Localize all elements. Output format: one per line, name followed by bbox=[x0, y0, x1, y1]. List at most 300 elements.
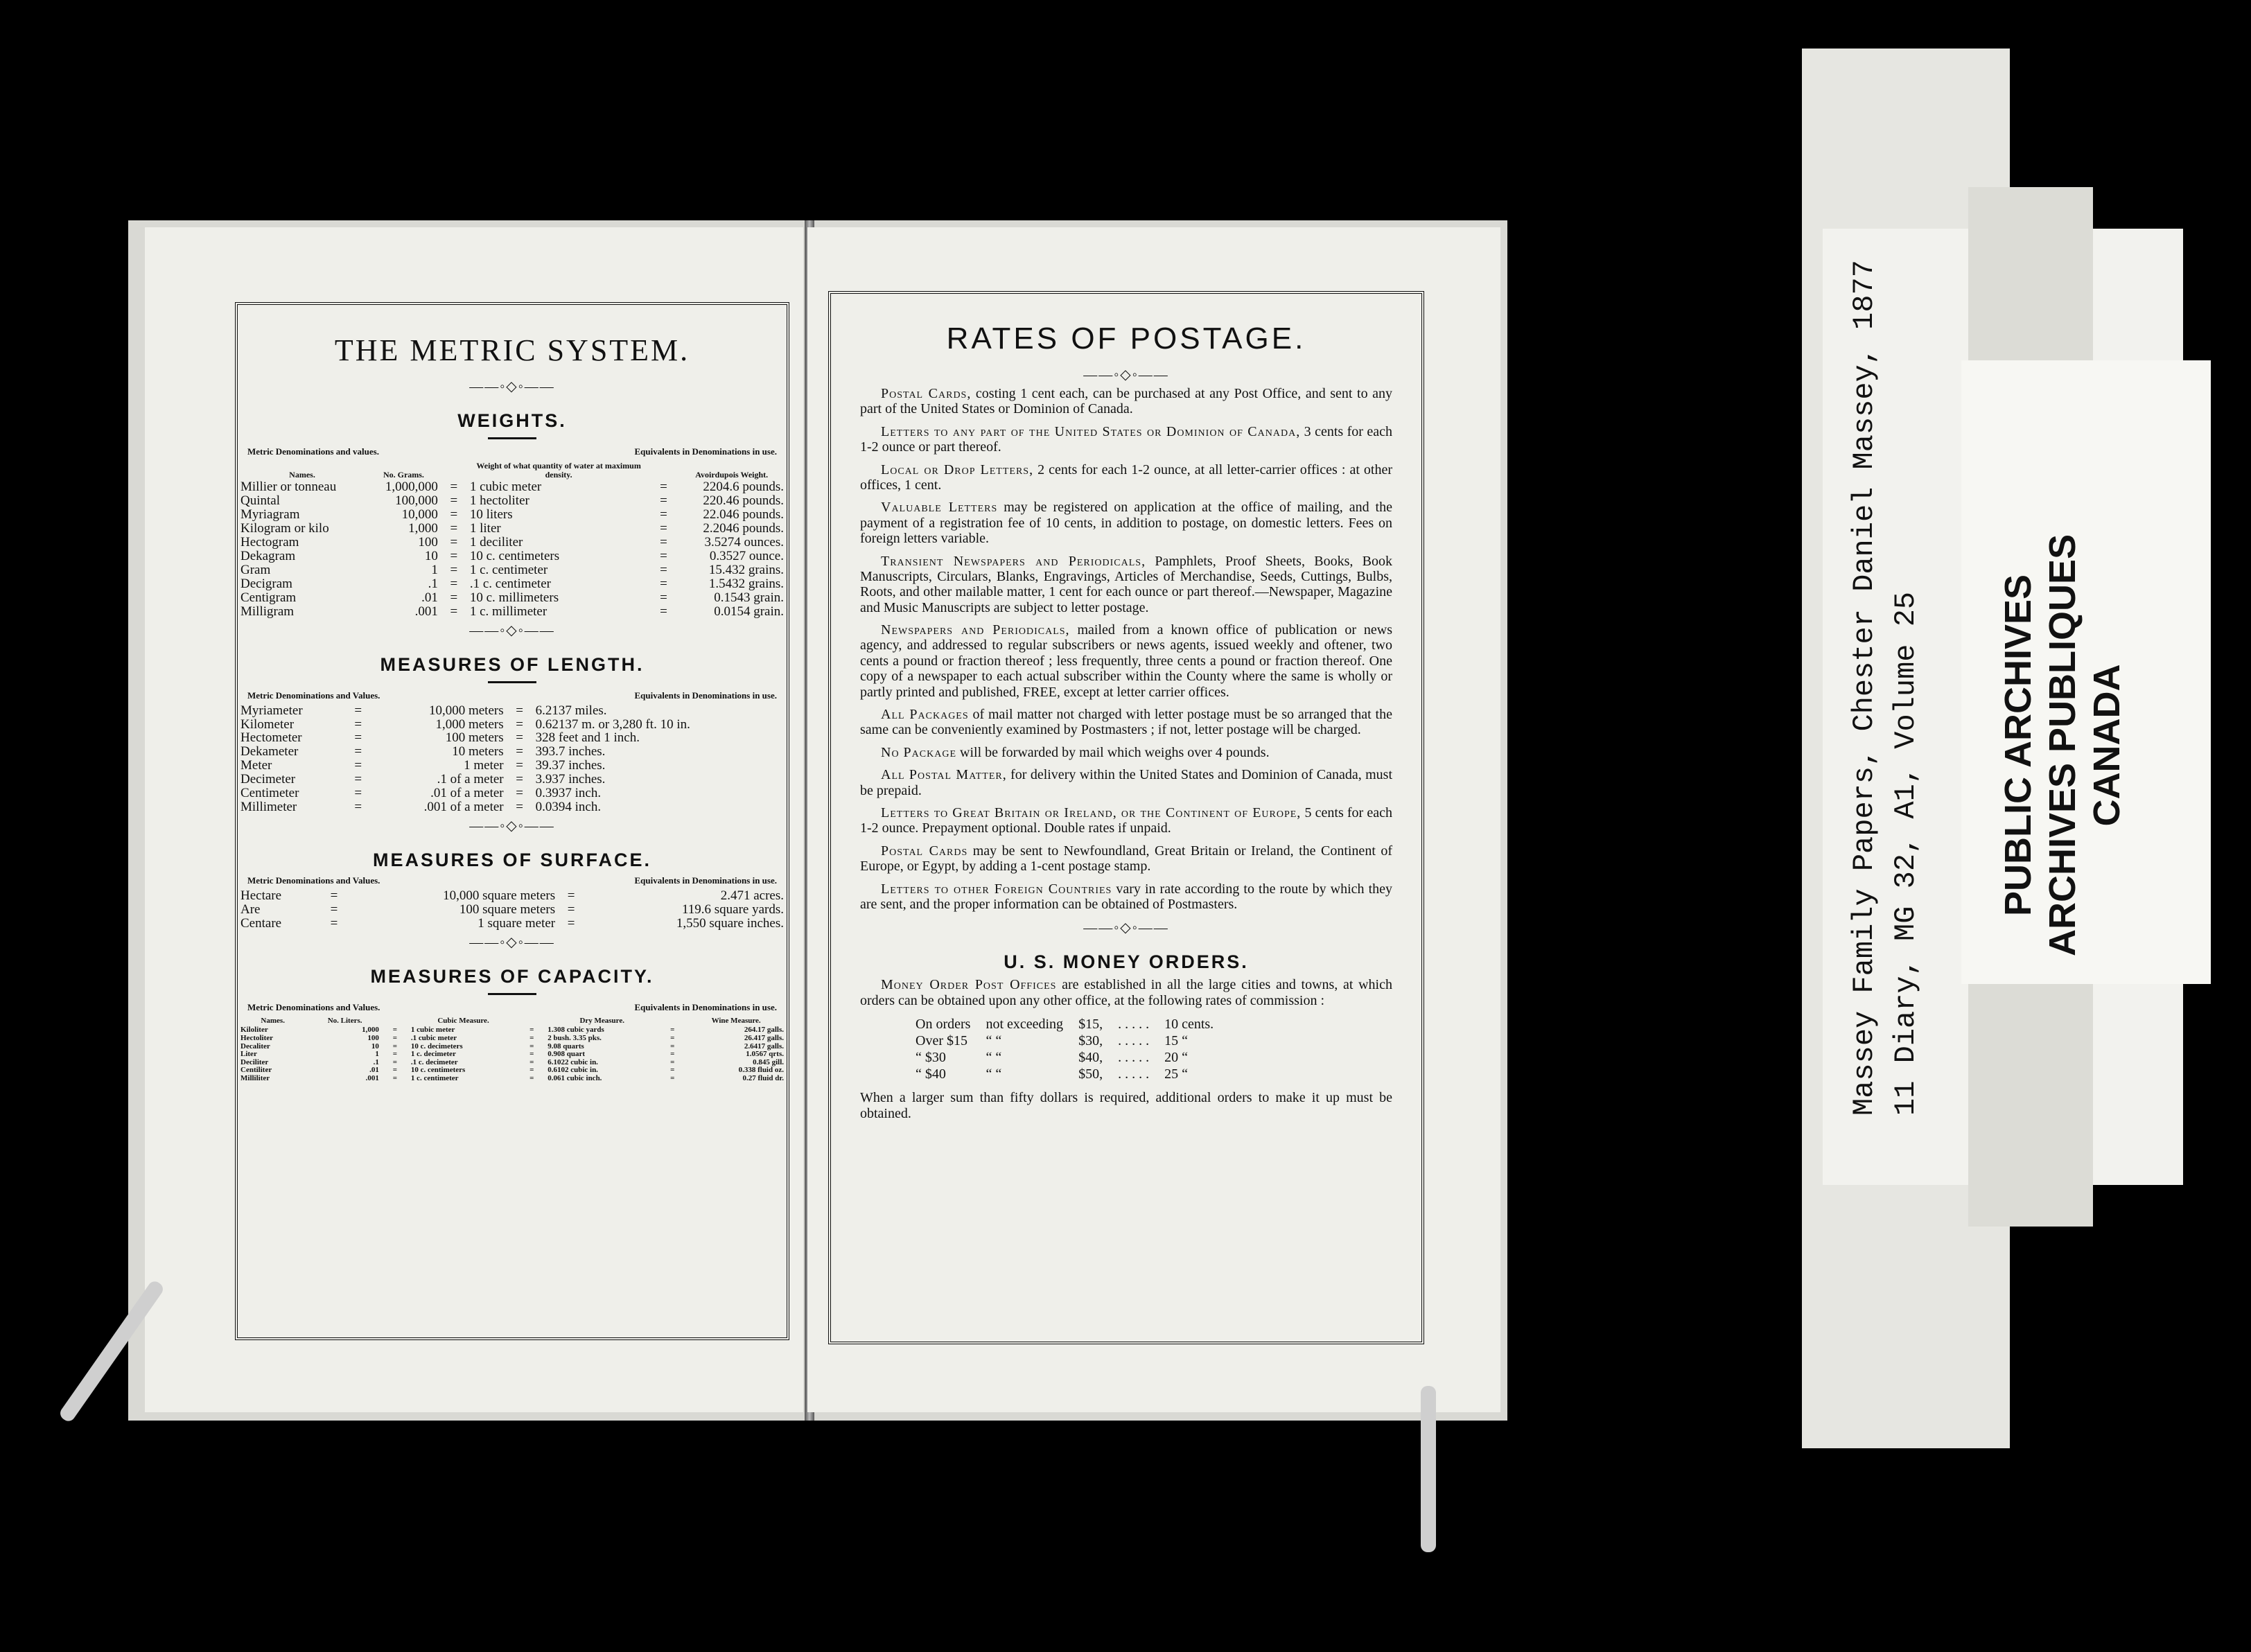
unit-name: Millimeter bbox=[240, 800, 297, 815]
divider bbox=[488, 437, 536, 439]
dry-measure: 0.061 cubic inch. bbox=[548, 1073, 602, 1082]
table-row bbox=[238, 1066, 787, 1075]
ornament: ——◦◇◦—— bbox=[469, 818, 555, 834]
unit-name: Are bbox=[240, 902, 261, 917]
equals-sign: = bbox=[330, 915, 338, 931]
stamp-line-3: CANADA bbox=[2086, 664, 2128, 827]
metric-value: .01 of a meter bbox=[430, 786, 504, 801]
rate-range-start: On orders bbox=[916, 1017, 971, 1032]
avoirdupois-value: 15.432 grains. bbox=[708, 562, 784, 577]
rate-row bbox=[909, 1017, 1220, 1032]
capacity-table bbox=[238, 1016, 787, 1082]
col-cubic: Cubic Measure. bbox=[437, 1016, 489, 1025]
equivalent-value: 3.937 inches. bbox=[535, 772, 606, 787]
equals-sign: = bbox=[354, 800, 362, 815]
postage-paragraph bbox=[860, 500, 1392, 546]
weights-heading: WEIGHTS. bbox=[457, 410, 567, 431]
equals-sign: = bbox=[450, 521, 458, 536]
rate-condition: “ “ bbox=[986, 1066, 1002, 1082]
equals-sign: = bbox=[450, 548, 458, 563]
rate-condition: “ “ bbox=[986, 1050, 1002, 1066]
unit-name: Hectare bbox=[240, 888, 282, 904]
postage-paragraph bbox=[860, 767, 1392, 798]
water-equivalent: 1 hectoliter bbox=[469, 493, 529, 509]
surface-table bbox=[238, 889, 787, 931]
water-equivalent: 1 deciliter bbox=[469, 534, 523, 550]
table-row bbox=[238, 718, 787, 732]
commission-rates-table bbox=[907, 1015, 1222, 1083]
table-row bbox=[238, 480, 787, 494]
equals-sign: = bbox=[670, 1033, 675, 1042]
weights-table bbox=[238, 460, 787, 619]
equals-sign: = bbox=[516, 800, 523, 815]
metric-value: 100 square meters bbox=[459, 902, 556, 917]
paragraph-text: may be registered on application at the office of mailing, and the payment of a registration fee of 10 cents, in addition to postage, on domestic letters. Fees on foreign letters variable. bbox=[860, 500, 1392, 547]
unit-name: Decaliter bbox=[240, 1042, 270, 1051]
ornament: ——◦◇◦—— bbox=[469, 622, 555, 638]
money-orders-body bbox=[831, 977, 1421, 1008]
equals-sign: = bbox=[354, 717, 362, 732]
wine-measure: 1.0567 qrts. bbox=[746, 1050, 784, 1059]
table-row bbox=[238, 889, 787, 903]
paragraph-text: costing 1 cent each, can be purchased at any Post Office, and sent to any part of the United States or Dominion of Canada. bbox=[860, 386, 1393, 417]
equals-sign: = bbox=[330, 888, 338, 904]
open-book bbox=[128, 220, 1507, 1421]
liters-value: 10 bbox=[371, 1042, 379, 1051]
stamp-line-1: PUBLIC ARCHIVES bbox=[1997, 574, 2039, 916]
unit-name: Quintal bbox=[240, 493, 280, 509]
stamp-line-2: ARCHIVES PUBLIQUES bbox=[2042, 534, 2083, 956]
rate-range-start: “ $40 bbox=[916, 1066, 946, 1082]
paragraph-lead: Newspapers and Periodicals, bbox=[881, 622, 1070, 638]
unit-name: Centigram bbox=[240, 590, 297, 605]
liters-value: 100 bbox=[367, 1033, 379, 1042]
equals-sign: = bbox=[450, 604, 458, 619]
table-row bbox=[238, 745, 787, 759]
paragraph-lead: Transient Newspapers and Periodicals, bbox=[881, 553, 1146, 569]
cubic-measure: 10 c. decimeters bbox=[410, 1042, 463, 1051]
archive-reference bbox=[1843, 260, 1927, 1116]
postage-paragraph bbox=[860, 462, 1392, 493]
metric-value: 10,000 square meters bbox=[443, 888, 556, 904]
surface-caption-left: Metric Denominations and Values. bbox=[247, 875, 380, 886]
length-caption-left: Metric Denominations and Values. bbox=[247, 689, 380, 701]
equals-sign: = bbox=[660, 604, 667, 619]
unit-name: Millier or tonneau bbox=[240, 480, 337, 495]
unit-name: Dekameter bbox=[240, 744, 299, 759]
liters-value: 1 bbox=[375, 1050, 379, 1059]
equivalent-value: 119.6 square yards. bbox=[681, 902, 784, 917]
length-heading: MEASURES OF LENGTH. bbox=[380, 653, 645, 675]
table-row bbox=[238, 522, 787, 536]
table-row bbox=[238, 1075, 787, 1083]
grams-value: 100 bbox=[418, 534, 438, 550]
paragraph-text: 2 cents for each 1-2 ounce, at all letter-carrier offices : at other offices, 1 cent. bbox=[860, 462, 1392, 493]
equals-sign: = bbox=[354, 772, 362, 787]
rate-condition: not exceeding bbox=[986, 1017, 1064, 1032]
wine-measure: 0.845 gill. bbox=[753, 1057, 784, 1066]
paragraph-lead: Letters to Great Britain or Ireland, or the Continent of Europe, bbox=[881, 805, 1302, 820]
table-row bbox=[238, 591, 787, 605]
metric-title: THE METRIC SYSTEM. bbox=[334, 333, 690, 367]
col-grams: No. Grams. bbox=[383, 469, 424, 480]
liters-value: .1 bbox=[373, 1057, 379, 1066]
col-names: Names. bbox=[289, 469, 315, 480]
table-row bbox=[238, 550, 787, 563]
equals-sign: = bbox=[670, 1073, 675, 1082]
col-wine: Wine Measure. bbox=[711, 1016, 761, 1025]
surface-heading: MEASURES OF SURFACE. bbox=[372, 850, 652, 871]
water-equivalent: 10 c. centimeters bbox=[469, 548, 560, 563]
rate-condition: “ “ bbox=[986, 1033, 1002, 1049]
unit-name: Kilometer bbox=[240, 717, 295, 732]
weights-caption-right: Equivalents in Denominations in use. bbox=[634, 446, 777, 457]
dry-measure: 9.08 quarts bbox=[548, 1042, 584, 1051]
equals-sign: = bbox=[670, 1050, 675, 1059]
table-row bbox=[238, 577, 787, 591]
money-orders-closing: When a larger sum than fifty dollars is required, additional orders to make it up must be obtained. bbox=[860, 1090, 1392, 1121]
dry-measure: 1.308 cubic yards bbox=[548, 1026, 604, 1035]
water-equivalent: 1 liter bbox=[469, 521, 501, 536]
paragraph-lead: All Packages bbox=[881, 707, 969, 723]
metric-value: 1,000 meters bbox=[435, 717, 504, 732]
equals-sign: = bbox=[660, 590, 667, 605]
avoirdupois-value: 22.046 pounds. bbox=[703, 507, 784, 522]
page-clip-right bbox=[1421, 1386, 1436, 1552]
equals-sign: = bbox=[330, 902, 338, 917]
equals-sign: = bbox=[392, 1026, 397, 1035]
equivalent-value: 6.2137 miles. bbox=[535, 703, 607, 718]
metric-value: 100 meters bbox=[445, 730, 504, 746]
equals-sign: = bbox=[354, 758, 362, 773]
table-row bbox=[238, 731, 787, 745]
table-row bbox=[238, 759, 787, 773]
paragraph-lead: All Postal Matter, bbox=[881, 767, 1007, 783]
length-caption-right: Equivalents in Denominations in use. bbox=[634, 689, 777, 701]
rate-limit: $40, bbox=[1078, 1050, 1103, 1066]
unit-name: Myriagram bbox=[240, 507, 300, 522]
metric-value: 1 square meter bbox=[478, 915, 556, 931]
equals-sign: = bbox=[354, 703, 362, 718]
avoirdupois-value: 0.3527 ounce. bbox=[709, 548, 784, 563]
unit-name: Milligram bbox=[240, 604, 295, 619]
equals-sign: = bbox=[392, 1033, 397, 1042]
length-caption bbox=[238, 690, 787, 701]
rate-leader: . . . . . bbox=[1118, 1066, 1150, 1082]
left-page-frame bbox=[235, 302, 789, 1340]
paragraph-lead: Postal Cards bbox=[881, 843, 968, 859]
equals-sign: = bbox=[529, 1033, 534, 1042]
equivalent-value: 0.3937 inch. bbox=[535, 786, 602, 801]
metric-value: 1 meter bbox=[464, 758, 504, 773]
rate-row bbox=[909, 1033, 1220, 1048]
rate-limit: $30, bbox=[1078, 1033, 1103, 1049]
liters-value: .01 bbox=[369, 1066, 379, 1075]
table-row bbox=[238, 704, 787, 718]
equals-sign: = bbox=[450, 534, 458, 550]
unit-name: Myriameter bbox=[240, 703, 303, 718]
weights-caption bbox=[238, 446, 787, 457]
surface-caption bbox=[238, 875, 787, 886]
avoirdupois-value: 0.0154 grain. bbox=[714, 604, 784, 619]
ornament: ——◦◇◦—— bbox=[469, 934, 555, 950]
equals-sign: = bbox=[670, 1066, 675, 1075]
paragraph-text: will be forwarded by mail which weighs over 4 pounds. bbox=[956, 744, 1270, 760]
equals-sign: = bbox=[660, 562, 667, 577]
water-equivalent: 10 liters bbox=[469, 507, 513, 522]
wine-measure: 26.417 galls. bbox=[744, 1033, 784, 1042]
rate-row bbox=[909, 1050, 1220, 1065]
surface-caption-right: Equivalents in Denominations in use. bbox=[634, 875, 777, 886]
wine-measure: 264.17 galls. bbox=[744, 1026, 784, 1035]
paragraph-text: may be sent to Newfoundland, Great Britain or Ireland, the Continent of Europe, or Egypt, by adding a 1-cent postage stamp. bbox=[860, 843, 1392, 875]
rate-commission: 15 “ bbox=[1164, 1033, 1188, 1049]
capacity-caption-right: Equivalents in Denominations in use. bbox=[634, 1001, 777, 1012]
postage-paragraph bbox=[860, 805, 1392, 836]
equals-sign: = bbox=[392, 1057, 397, 1066]
col-names: Names. bbox=[261, 1016, 285, 1025]
table-row bbox=[238, 917, 787, 931]
equals-sign: = bbox=[529, 1057, 534, 1066]
divider bbox=[488, 681, 536, 683]
ornament: ——◦◇◦—— bbox=[1083, 367, 1169, 383]
table-row bbox=[238, 1035, 787, 1043]
paragraph-text: mailed from a known office of publication or news agency, and addressed to regular subscribers or news agents, issued weekly and oftener, two cents a pound or fraction thereof ; less frequently, three cents a pound or fraction thereof. One copy of a newspaper to each actual subscriber within the County where the same is wholly or partly printed and published, FREE, except at letter carrier offices. bbox=[860, 622, 1393, 700]
equals-sign: = bbox=[354, 730, 362, 746]
postage-paragraph bbox=[860, 424, 1392, 455]
table-row bbox=[238, 903, 787, 917]
equals-sign: = bbox=[660, 534, 667, 550]
col-avoir: Avoirdupois Weight. bbox=[695, 469, 769, 480]
equals-sign: = bbox=[516, 744, 523, 759]
unit-name: Dekagram bbox=[240, 548, 296, 563]
grams-value: 10,000 bbox=[401, 507, 438, 522]
equals-sign: = bbox=[529, 1026, 534, 1035]
equals-sign: = bbox=[567, 902, 575, 917]
equivalent-value: 1,550 square inches. bbox=[676, 915, 784, 931]
paragraph-text: 3 cents for each 1-2 ounce or part thereof. bbox=[860, 423, 1392, 455]
equals-sign: = bbox=[450, 480, 458, 495]
equivalent-value: 2.471 acres. bbox=[720, 888, 784, 904]
unit-name: Kilogram or kilo bbox=[240, 521, 329, 536]
equals-sign: = bbox=[516, 730, 523, 746]
paragraph-lead: Local or Drop Letters, bbox=[881, 462, 1034, 477]
postage-paragraph bbox=[860, 554, 1392, 616]
cubic-measure: 1 c. centimeter bbox=[410, 1073, 459, 1082]
cubic-measure: 10 c. centimeters bbox=[410, 1066, 466, 1075]
avoirdupois-value: 1.5432 grains. bbox=[708, 576, 784, 591]
table-row bbox=[238, 605, 787, 619]
equivalent-value: 0.62137 m. or 3,280 ft. 10 in. bbox=[535, 717, 690, 732]
table-row bbox=[238, 494, 787, 508]
rate-commission: 25 “ bbox=[1164, 1066, 1188, 1082]
equals-sign: = bbox=[670, 1042, 675, 1051]
rate-leader: . . . . . bbox=[1118, 1033, 1150, 1049]
table-row bbox=[238, 800, 787, 814]
rate-range-start: “ $30 bbox=[916, 1050, 946, 1066]
unit-name: Gram bbox=[240, 562, 271, 577]
unit-name: Kiloliter bbox=[240, 1026, 268, 1035]
cubic-measure: .1 cubic meter bbox=[410, 1033, 457, 1042]
table-row bbox=[238, 773, 787, 787]
col-liters: No. Liters. bbox=[327, 1016, 362, 1025]
equals-sign: = bbox=[529, 1073, 534, 1082]
wine-measure: 0.27 fluid dr. bbox=[742, 1073, 784, 1082]
table-row bbox=[238, 787, 787, 800]
equals-sign: = bbox=[450, 590, 458, 605]
water-equivalent: .1 c. centimeter bbox=[469, 576, 551, 591]
table-row bbox=[238, 1059, 787, 1067]
table-row bbox=[238, 508, 787, 522]
table-row bbox=[238, 1051, 787, 1059]
equals-sign: = bbox=[660, 576, 667, 591]
rate-leader: . . . . . bbox=[1118, 1050, 1150, 1066]
grams-value: 1 bbox=[431, 562, 438, 577]
water-equivalent: 1 c. millimeter bbox=[469, 604, 548, 619]
money-orders-intro: Money Order Post Offices are established in all the large cities and towns, at which orders can be obtained upon any other office, at the following rates of commission : bbox=[860, 977, 1392, 1008]
divider bbox=[488, 993, 536, 995]
cubic-measure: .1 c. decimeter bbox=[410, 1057, 458, 1066]
postage-title: RATES OF POSTAGE. bbox=[946, 322, 1306, 355]
equivalent-value: 393.7 inches. bbox=[535, 744, 606, 759]
ornament: ——◦◇◦—— bbox=[1083, 920, 1169, 936]
dry-measure: 2 bush. 3.35 pks. bbox=[548, 1033, 602, 1042]
equals-sign: = bbox=[354, 744, 362, 759]
equals-sign: = bbox=[529, 1066, 534, 1075]
unit-name: Centare bbox=[240, 915, 282, 931]
wine-measure: 2.6417 galls. bbox=[744, 1042, 784, 1051]
equals-sign: = bbox=[567, 888, 575, 904]
cubic-measure: 1 cubic meter bbox=[410, 1026, 455, 1035]
grams-value: .001 bbox=[414, 604, 438, 619]
unit-name: Deciliter bbox=[240, 1057, 269, 1066]
equals-sign: = bbox=[670, 1026, 675, 1035]
equals-sign: = bbox=[516, 717, 523, 732]
cubic-measure: 1 c. decimeter bbox=[410, 1050, 456, 1059]
money-orders-heading: U. S. MONEY ORDERS. bbox=[1004, 951, 1249, 973]
equivalent-value: 39.37 inches. bbox=[535, 758, 606, 773]
grams-value: 1,000,000 bbox=[385, 480, 438, 495]
postage-paragraph bbox=[860, 707, 1392, 738]
dry-measure: 0.908 quart bbox=[548, 1050, 585, 1059]
equals-sign: = bbox=[516, 786, 523, 801]
col-dry: Dry Measure. bbox=[579, 1016, 624, 1025]
weights-caption-left: Metric Denominations and values. bbox=[247, 446, 379, 457]
metric-value: .001 of a meter bbox=[423, 800, 504, 815]
unit-name: Hectoliter bbox=[240, 1033, 274, 1042]
avoirdupois-value: 220.46 pounds. bbox=[703, 493, 784, 509]
unit-name: Liter bbox=[240, 1050, 257, 1059]
equals-sign: = bbox=[660, 548, 667, 563]
archive-line-1: Massey Family Papers, Chester Daniel Massey, 1877 bbox=[1848, 259, 1881, 1116]
equals-sign: = bbox=[392, 1073, 397, 1082]
metric-value: 10 meters bbox=[452, 744, 504, 759]
metric-value: .1 of a meter bbox=[437, 772, 504, 787]
length-table bbox=[238, 704, 787, 815]
table-row bbox=[238, 563, 787, 577]
table-row bbox=[238, 536, 787, 550]
paragraph-lead: Valuable Letters bbox=[881, 500, 998, 516]
equals-sign: = bbox=[670, 1057, 675, 1066]
postage-paragraph bbox=[860, 622, 1392, 700]
avoirdupois-value: 3.5274 ounces. bbox=[704, 534, 784, 550]
equals-sign: = bbox=[660, 507, 667, 522]
equals-sign: = bbox=[660, 480, 667, 495]
rate-limit: $15, bbox=[1078, 1017, 1103, 1032]
unit-name: Centiliter bbox=[240, 1066, 272, 1075]
paragraph-lead: Letters to any part of the United States or Dominion of Canada, bbox=[881, 423, 1301, 439]
equals-sign: = bbox=[450, 493, 458, 509]
dry-measure: 6.1022 cubic in. bbox=[548, 1057, 598, 1066]
equals-sign: = bbox=[392, 1066, 397, 1075]
paragraph-text: 5 cents for each 1-2 ounce. Prepayment optional. Double rates if unpaid. bbox=[860, 805, 1392, 836]
col-water: Weight of what quantity of water at maximum density. bbox=[476, 461, 641, 480]
table-row bbox=[238, 1026, 787, 1035]
paragraph-text: for delivery within the United States and Dominion of Canada, must be prepaid. bbox=[860, 767, 1392, 798]
rate-leader: . . . . . bbox=[1118, 1017, 1150, 1032]
paragraph-text: of mail matter not charged with letter postage must be so arranged that the same can be conveniently examined by Postmasters ; if not, letter postage will be charged. bbox=[860, 707, 1392, 738]
equals-sign: = bbox=[392, 1042, 397, 1051]
capacity-caption-left: Metric Denominations and Values. bbox=[247, 1001, 380, 1012]
postage-paragraph bbox=[860, 843, 1392, 875]
metric-value: 10,000 meters bbox=[428, 703, 504, 718]
rate-limit: $50, bbox=[1078, 1066, 1103, 1082]
water-equivalent: 1 c. centimeter bbox=[469, 562, 548, 577]
equals-sign: = bbox=[567, 915, 575, 931]
equals-sign: = bbox=[660, 521, 667, 536]
equals-sign: = bbox=[392, 1050, 397, 1059]
rate-range-start: Over $15 bbox=[916, 1033, 967, 1049]
postage-paragraph bbox=[860, 745, 1392, 760]
postage-paragraph bbox=[860, 386, 1392, 417]
equivalent-value: 0.0394 inch. bbox=[535, 800, 602, 815]
unit-name: Hectogram bbox=[240, 534, 299, 550]
rate-row bbox=[909, 1066, 1220, 1082]
postage-paragraph bbox=[860, 881, 1392, 913]
postage-rules bbox=[831, 386, 1421, 912]
unit-name: Meter bbox=[240, 758, 272, 773]
unit-name: Milliliter bbox=[240, 1073, 270, 1082]
equals-sign: = bbox=[516, 758, 523, 773]
equals-sign: = bbox=[529, 1042, 534, 1051]
grams-value: 10 bbox=[424, 548, 438, 563]
equals-sign: = bbox=[529, 1050, 534, 1059]
archive-line-2: 11 Diary, MG 32, A1, Volume 25 bbox=[1889, 591, 1922, 1116]
archive-stamp bbox=[1996, 534, 2129, 956]
capacity-heading: MEASURES OF CAPACITY. bbox=[370, 965, 654, 987]
rate-commission: 10 cents. bbox=[1164, 1017, 1214, 1032]
grams-value: 1,000 bbox=[408, 521, 438, 536]
grams-value: .1 bbox=[428, 576, 438, 591]
unit-name: Hectometer bbox=[240, 730, 302, 746]
table-row bbox=[238, 1043, 787, 1051]
capacity-caption bbox=[238, 1002, 787, 1013]
dry-measure: 0.6102 cubic in. bbox=[548, 1066, 598, 1075]
left-page bbox=[145, 227, 803, 1412]
equals-sign: = bbox=[450, 562, 458, 577]
ornament: ——◦◇◦—— bbox=[469, 379, 555, 394]
paragraph-text: vary in rate according to the route by which they are sent, and the proper information can be obtained of Postmasters. bbox=[860, 881, 1393, 912]
equals-sign: = bbox=[516, 703, 523, 718]
equals-sign: = bbox=[660, 493, 667, 509]
equals-sign: = bbox=[450, 507, 458, 522]
rate-commission: 20 “ bbox=[1164, 1050, 1188, 1066]
paragraph-lead: No Package bbox=[881, 744, 957, 760]
unit-name: Decigram bbox=[240, 576, 292, 591]
liters-value: 1,000 bbox=[362, 1026, 379, 1035]
grams-value: 100,000 bbox=[395, 493, 438, 509]
avoirdupois-value: 2.2046 pounds. bbox=[703, 521, 784, 536]
